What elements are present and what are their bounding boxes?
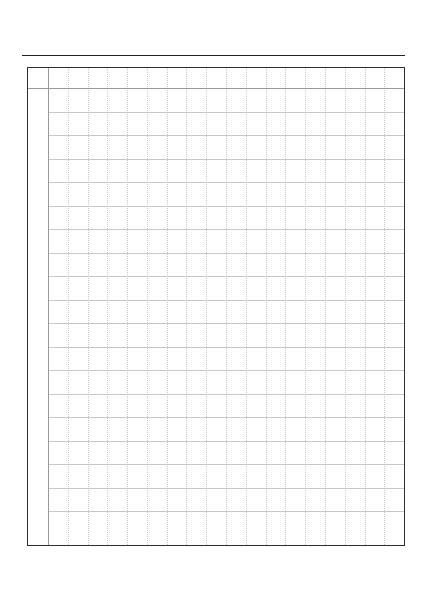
table-row	[49, 442, 404, 466]
table-row	[49, 183, 404, 207]
table-row	[49, 489, 404, 513]
table-row	[49, 160, 404, 184]
table-row	[49, 207, 404, 231]
table-row	[49, 136, 404, 160]
table-rows	[49, 89, 404, 545]
data-table	[27, 67, 405, 546]
table-row	[49, 113, 404, 137]
table-row	[49, 277, 404, 301]
table-row	[49, 254, 404, 278]
table-row	[49, 512, 404, 536]
table-row	[49, 324, 404, 348]
table-row	[49, 89, 404, 113]
table-row	[49, 230, 404, 254]
header-rule	[22, 55, 405, 56]
table-row	[49, 418, 404, 442]
table-row	[49, 371, 404, 395]
table-row	[49, 348, 404, 372]
table-row	[49, 465, 404, 489]
table-row	[49, 301, 404, 325]
running-header	[22, 40, 405, 54]
table-row	[49, 395, 404, 419]
